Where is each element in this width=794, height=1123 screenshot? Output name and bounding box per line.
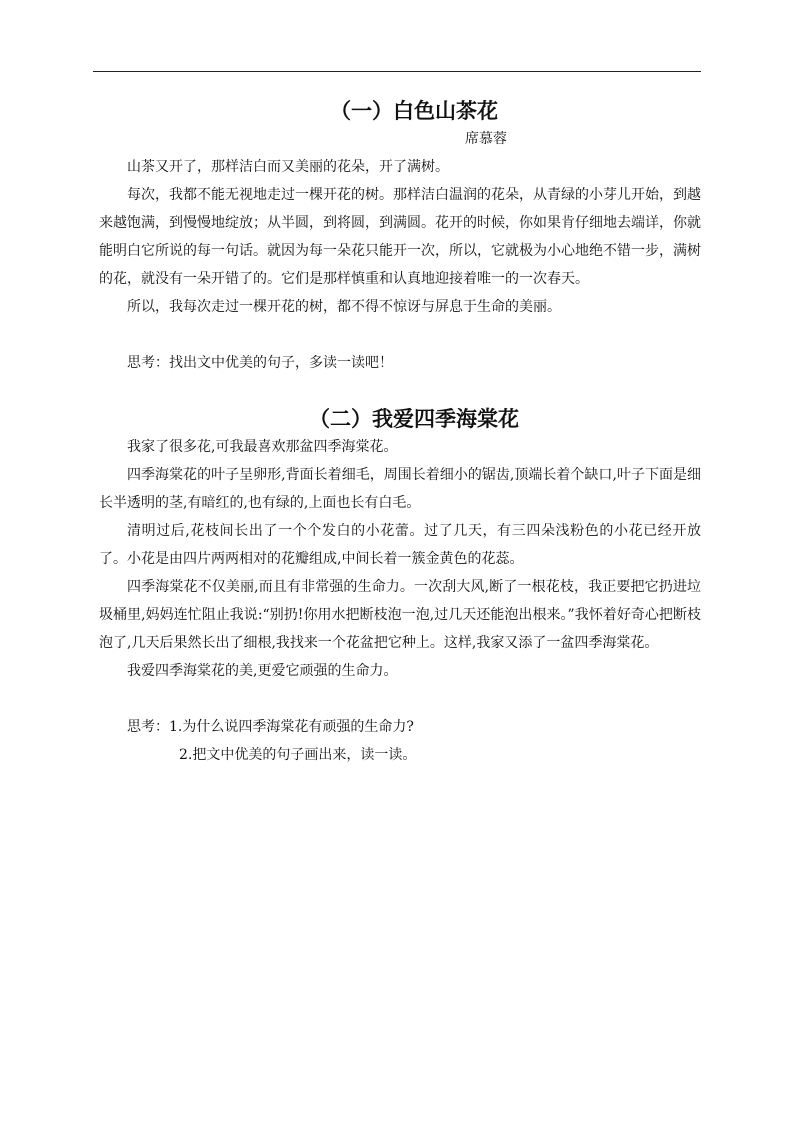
header-rule <box>93 71 701 72</box>
section-1-paragraph-3: 所以，我每次走过一棵开花的树，都不得不惊讶与屏息于生命的美丽。 <box>127 299 561 315</box>
section-1-paragraph-1: 山茶又开了，那样洁白而又美丽的花朵，开了满树。 <box>127 159 449 175</box>
document-body <box>99 97 701 769</box>
spacer <box>127 685 701 713</box>
section-2-paragraph-3: 清明过后,花枝间长出了一个个发白的小花蕾。过了几天，有三四朵浅粉色的小花已经开放了。小花是由四片两两相对的花瓣组成,中间长着一簇金黄色的花蕊。 <box>99 523 701 567</box>
section-1-title: （一）白色山茶花 <box>330 98 498 123</box>
section-2-paragraph-4: 四季海棠花不仅美丽,而且有非常强的生命力。一次刮大风,断了一根花枝，我正要把它扔进垃圾桶里,妈妈连忙阻止我说:“别扔!你用水把断枝泡一泡,过几天还能泡出根来。”我怀着好奇心把断枝泡了,几天后果然长出了细根,我找来一个花盆把它种上。这样,我家又添了一盆四季海棠花。 <box>99 579 701 651</box>
section-2-paragraph-1: 我家了很多花,可我最喜欢那盆四季海棠花。 <box>127 439 398 455</box>
section-2-think-1: 思考：1.为什么说四季海棠花有顽强的生命力? <box>127 719 414 735</box>
section-1-paragraph-2: 每次，我都不能无视地走过一棵开花的树。那样洁白温润的花朵，从青绿的小芽儿开始，到越来越饱满，到慢慢地绽放；从半圆，到将圆，到满圆。花开的时候，你如果肯仔细地去端详，你就能明白它所说的每一句话。就因为每一朵花只能开一次，所以，它就极为小心地绝不错一步，满树的花，就没有一朵开错了的。它们是那样慎重和认真地迎接着唯一的一次春天。 <box>99 187 701 287</box>
spacer <box>127 377 701 405</box>
section-2-paragraph-5: 我爱四季海棠花的美,更爱它顽强的生命力。 <box>127 663 398 679</box>
section-2-title: （二）我爱四季海棠花 <box>309 406 519 431</box>
spacer <box>127 321 701 349</box>
section-1-think: 思考：找出文中优美的句子，多读一读吧！ <box>127 355 393 371</box>
section-1-author: 席慕蓉 <box>465 131 507 147</box>
section-2-think-2: 2.把文中优美的句子画出来，读一读。 <box>179 747 417 763</box>
section-2-paragraph-2: 四季海棠花的叶子呈卵形,背面长着细毛，周围长着细小的锯齿,顶端长着个缺口,叶子下面是细长半透明的茎,有暗红的,也有绿的,上面也长有白毛。 <box>99 467 701 511</box>
